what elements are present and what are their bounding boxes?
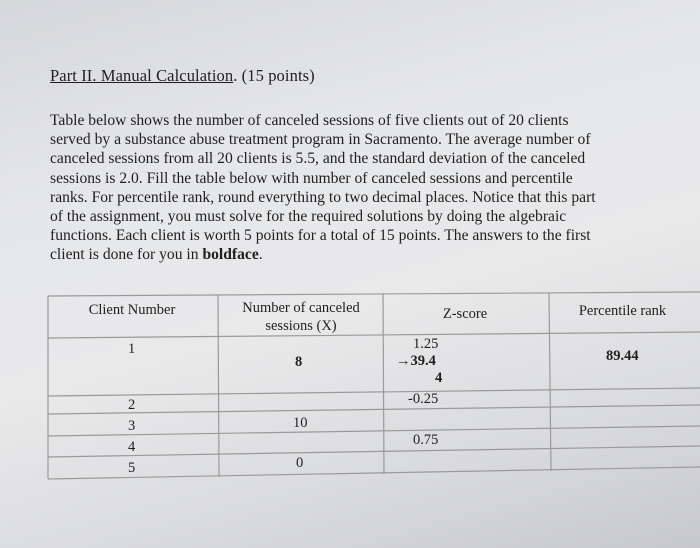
- paragraph-line: Table below shows the number of canceled sessions of five clients out of 20 clients: [50, 112, 569, 129]
- paragraph-line: sessions is 2.0. Fill the table below with number of canceled sessions and percentile: [50, 169, 573, 187]
- row4-client: 4: [128, 439, 136, 455]
- row2-client: 2: [128, 397, 136, 413]
- header-client-number: Client Number: [88, 302, 176, 318]
- row5-sessions: 0: [296, 455, 304, 471]
- paragraph-line: of the assignment, you must solve for the required solutions by doing the algebraic: [50, 208, 567, 226]
- header-canceled-sessions: [222, 299, 380, 335]
- section-title: Part II. Manual Calculation: [50, 66, 234, 85]
- row1-percentile: 89.44: [606, 348, 639, 364]
- last-line-text: client is done for you in: [50, 246, 203, 264]
- row3-sessions: 10: [293, 415, 308, 431]
- row3-client: 3: [128, 418, 136, 434]
- section-points: . (15 points): [233, 66, 315, 85]
- header-zscore: Z-score: [442, 306, 488, 322]
- paragraph-line: ranks. For percentile rank, round everything to two decimal places. Notice that this part: [50, 188, 596, 206]
- paragraph-line: canceled sessions from all 20 clients is 5.5, and the standard deviation of the canceled: [50, 150, 586, 168]
- header-percentile-rank: Percentile rank: [578, 303, 667, 319]
- row1-sessions: 8: [295, 354, 303, 370]
- paragraph-line: functions. Each client is worth 5 points for a total of 15 points. The answers to the first: [50, 227, 591, 245]
- last-line-period: .: [258, 246, 263, 264]
- header-canceled-line1: Number of canceled: [242, 300, 360, 316]
- row5-client: 5: [128, 460, 136, 476]
- paragraph-line: served by a substance abuse treatment program in Sacramento. The average number of: [50, 131, 591, 149]
- header-canceled-line2: sessions (X): [265, 318, 337, 334]
- row1-client: 1: [128, 341, 136, 357]
- row2-zscore: -0.25: [408, 391, 439, 407]
- row1-zscore: 1.25: [413, 336, 439, 352]
- row1-work-digit: 4: [435, 370, 443, 386]
- row1-percentile-work: →39.4: [396, 353, 436, 369]
- boldface-word: boldface: [202, 246, 259, 264]
- row4-zscore: 0.75: [413, 432, 439, 448]
